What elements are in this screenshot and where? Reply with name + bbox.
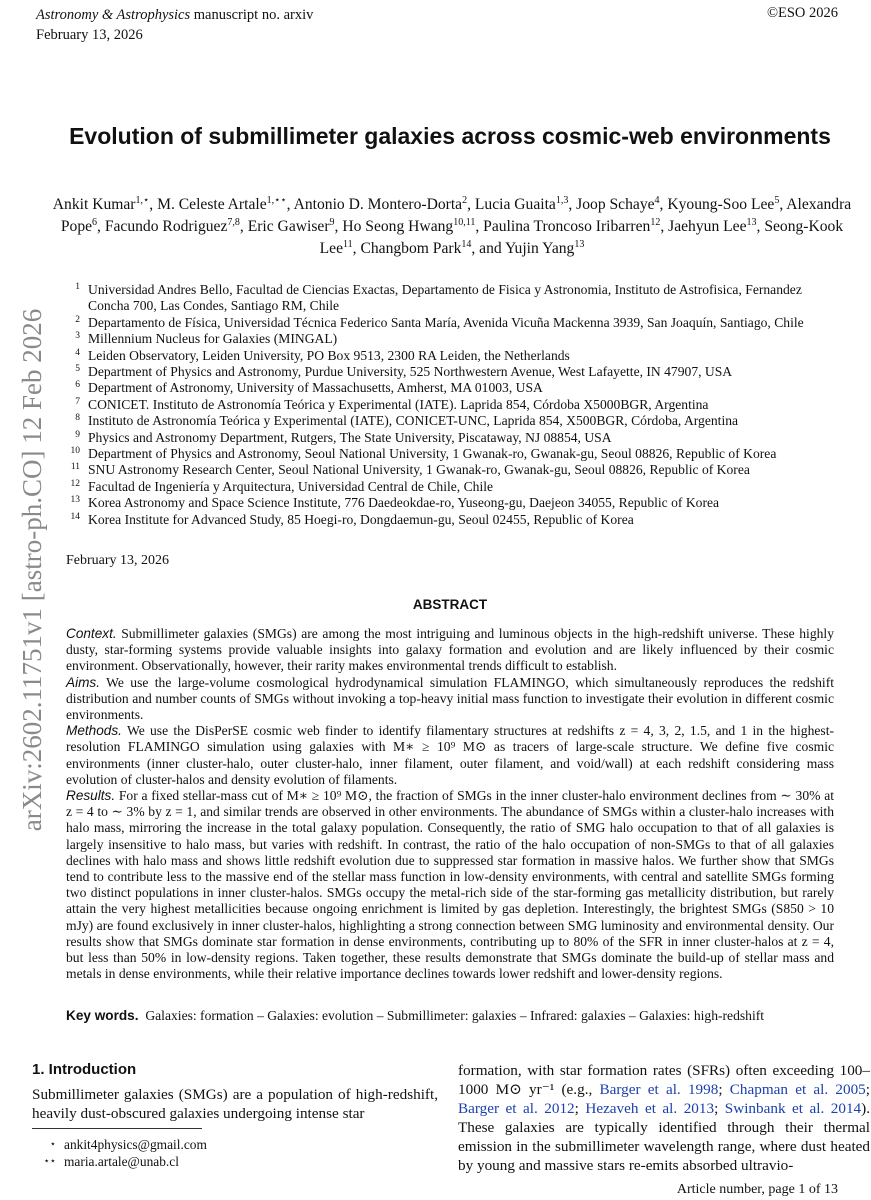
author-name: Changbom Park bbox=[360, 240, 462, 257]
footnote-mark: ⋆ bbox=[49, 1139, 56, 1150]
results-text: For a fixed stellar-mass cut of M∗ ≥ 10⁹ M⊙, the fraction of SMGs in the inner cluster-halo environment declines from ∼ 30% at z = 4 to ∼ 3% by z = 1, and similar trends are observed in other environments. The abundance of SMGs within a cluster-halo increases with halo mass, mirroring the increase in the total galaxy population. Consequently, the ratio of SMG halo occupation to that of all galaxies is largely insensitive to halo mass, but varies with redshift. In contrast, the ratio of the halo occupation of non-SMGs to that of all galaxies declines with halo mass and shows little redshift evolution due to suppressed star formation in massive halos. We further show that SMGs tend to contribute less to the massive end of the stellar mass function in low-density environments, with central and satellite SMGs forming two distinct populations in inner cluster-halos. SMGs occupy the metal-rich side of the star-forming gas metallicity distribution, but rarely attain the very highest metallicities because ongoing enrichment is limited by gas depletion. Interestingly, the brightest SMGs (S850 > 10 mJy) are found exclusively in inner cluster-halos, highlighting a strong connection between SMG luminosity and environmental density. Our results show that SMGs dominate star formation in dense environments, contributing up to 80% of the SFR in inner cluster-halos at z = 4, but less than 50% in low-density regions. Taken together, these results demonstrate that SMGs dominate the build-up of stellar mass and metals in dense environments, while their relative importance declines towards lower redshift and lower-density regions. bbox=[66, 788, 835, 982]
affiliation-item bbox=[64, 512, 844, 528]
author-name: Seong-Kook Lee bbox=[319, 218, 844, 257]
intro-column-left: Submillimeter galaxies (SMGs) are a population of high-redshift, heavily dust-obscured galaxies undergoing intense star bbox=[32, 1086, 438, 1122]
affiliation-item bbox=[64, 446, 844, 462]
affiliation-text: Instituto de Astronomía Teórica y Experimental (IATE), CONICET-UNC, Laprida 854, X500BGR, Córdoba, Argentina bbox=[88, 413, 739, 429]
affiliation-item bbox=[64, 413, 844, 429]
author-affiliation-mark: 1,3 bbox=[555, 194, 569, 206]
footnotes bbox=[32, 1136, 207, 1170]
abstract-heading: ABSTRACT bbox=[412, 597, 488, 612]
citation-link[interactable]: Chapman et al. 2005 bbox=[729, 1081, 866, 1098]
keywords bbox=[66, 1008, 846, 1024]
affiliation-text: Departamento de Física, Universidad Técnica Federico Santa María, Avenida Vicuña Mackenna 3939, San Joaquín, Santiago, Chile bbox=[88, 314, 804, 330]
abstract-body bbox=[66, 626, 834, 982]
affiliation-item bbox=[64, 364, 844, 380]
affiliation-text: Department of Astronomy, University of Massachusetts, Amherst, MA 01003, USA bbox=[88, 380, 543, 396]
methods-text: We use the DisPerSE cosmic web finder to identify filamentary structures at redshifts z = 4, 3, 2, 1.5, and 1 in the highest-resolution FLAMINGO simulation using galaxies with M∗ ≥ 10⁹ M⊙ as tracers of large-scale structure. We define five cosmic environments (inner cluster-halo, outer cluster-halo, inner filament, outer filament, and void/wall) at each redshift considering mass evolution of cluster-halos and density evolution of filaments. bbox=[66, 723, 835, 787]
author-name: Lucia Guaita bbox=[474, 196, 556, 213]
author-affiliation-mark: 2 bbox=[462, 194, 468, 206]
citation-link[interactable]: Hezaveh et al. 2013 bbox=[585, 1100, 715, 1117]
author-affiliation-mark: 13 bbox=[574, 238, 585, 250]
author-name: Ho Seong Hwang bbox=[342, 218, 454, 235]
abstract-methods bbox=[66, 723, 834, 788]
affiliation-text: Universidad Andres Bello, Facultad de Ciencias Exactas, Departamento de Fisica y Astronomia, Instituto de Astrofisica, Fernandez Concha 700, Las Condes, Santiago RM, Chile bbox=[88, 282, 802, 314]
affiliation-text: Physics and Astronomy Department, Rutgers, The State University, Piscataway, NJ 08854, USA bbox=[88, 429, 612, 445]
footnote-mark: ⋆⋆ bbox=[43, 1156, 56, 1167]
affiliation-number: 11 bbox=[70, 462, 80, 473]
author-affiliation-mark: 13 bbox=[746, 216, 757, 228]
affiliation-number: 7 bbox=[75, 396, 80, 407]
affiliation-number: 9 bbox=[75, 429, 80, 440]
intro-column-right bbox=[458, 1061, 870, 1175]
manuscript-label: manuscript no. arxiv bbox=[193, 7, 314, 23]
author-list: Ankit Kumar$^{1,⋆}$, M. Celeste Artale$^{1,⋆⋆}$, Antonio D. Montero-Dorta$^2$, Lucia Guaita$^{1,3}$, Joop Schaye$^4$, Kyoung-Soo Lee$^5$, Alexandra Pope$^6$, Facundo Rodriguez$^{7,8}$, Eric Gawiser$^9$, Ho Seong Hwang$^{10,11}$, Paulina Troncoso Iribarren$^{12}$, Jaehyun Lee$^{13}$, Seong-Kook Lee$^{11}$, Changbom Park$^{14}$, and Yujin Yang$^{13}$ bbox=[52, 194, 852, 257]
aims-label: Aims. bbox=[66, 674, 100, 690]
citation-separator: ; bbox=[574, 1100, 586, 1117]
affiliation-item bbox=[64, 397, 844, 413]
affiliation-text: Facultad de Ingeniería y Arquitectura, Universidad Central de Chile, Chile bbox=[88, 478, 494, 494]
affiliation-item bbox=[64, 495, 844, 511]
author-name: Kyoung-Soo Lee bbox=[667, 196, 775, 213]
intro-text-b: ). These galaxies are typically identified through their thermal emission in the submillimeter wavelength range, where dust heated by young and massive stars re-emits absorbed ultravio- bbox=[458, 1100, 870, 1174]
affiliation-number: 12 bbox=[70, 478, 80, 489]
footnote-item bbox=[32, 1153, 207, 1170]
abstract-results bbox=[66, 788, 834, 982]
header-date: February 13, 2026 bbox=[36, 27, 143, 43]
running-header bbox=[36, 5, 313, 45]
author-name: Joop Schaye bbox=[576, 196, 655, 213]
paper-title: Evolution of submillimeter galaxies across cosmic-web environments bbox=[69, 123, 831, 149]
affiliation-number: 3 bbox=[75, 331, 80, 342]
context-label: Context. bbox=[66, 626, 117, 641]
results-label: Results. bbox=[66, 788, 116, 804]
citation-link[interactable]: Swinbank et al. 2014 bbox=[724, 1100, 862, 1117]
footnote-email[interactable]: maria.artale@unab.cl bbox=[64, 1154, 179, 1169]
affiliation-text: SNU Astronomy Research Center, Seoul National University, 1 Gwanak-ro, Gwanak-gu, Seoul 08826, Republic of Korea bbox=[88, 462, 750, 478]
author-name: M. Celeste Artale bbox=[157, 196, 267, 213]
citation-separator: ; bbox=[714, 1100, 725, 1117]
affiliation-item bbox=[64, 315, 844, 331]
affiliation-number: 5 bbox=[75, 364, 80, 375]
author-name: Antonio D. Montero-Dorta bbox=[293, 196, 463, 213]
author-name: Jaehyun Lee bbox=[668, 218, 747, 235]
page-footer: Article number, page 1 of 13 bbox=[676, 1182, 838, 1197]
author-name: Eric Gawiser bbox=[247, 218, 330, 235]
author-affiliation-mark: 12 bbox=[650, 216, 661, 228]
affiliation-number: 8 bbox=[75, 413, 80, 424]
methods-label: Methods. bbox=[66, 723, 122, 739]
affiliation-number: 4 bbox=[75, 347, 80, 358]
affiliation-item bbox=[64, 331, 844, 347]
author-affiliation-mark: 5 bbox=[774, 194, 780, 206]
keywords-text: Galaxies: formation – Galaxies: evolution – Submillimeter: galaxies – Infrared: galaxies – Galaxies: high-redshift bbox=[145, 1008, 765, 1023]
affiliation-item bbox=[64, 348, 844, 364]
author-affiliation-mark: 9 bbox=[329, 216, 335, 228]
citation-link[interactable]: Barger et al. 1998 bbox=[599, 1081, 719, 1098]
author-name: Facundo Rodriguez bbox=[104, 218, 228, 235]
affiliation-text: Department of Physics and Astronomy, Seoul National University, 1 Gwanak-ro, Gwanak-gu, Seoul 08826, Republic of Korea bbox=[88, 446, 777, 462]
affiliation-list bbox=[64, 282, 844, 528]
affiliation-item bbox=[64, 479, 844, 495]
affiliation-text: Korea Astronomy and Space Science Institute, 776 Daedeokdae-ro, Yuseong-gu, Daejeon 34055, Republic of Korea bbox=[88, 495, 720, 511]
abstract-context bbox=[66, 626, 834, 675]
citation-separator: ; bbox=[718, 1081, 730, 1098]
aims-text: We use the large-volume cosmological hydrodynamical simulation FLAMINGO, which simultaneously reproduces the redshift distribution and number counts of SMGs without invoking a top-heavy initial mass function to investigate their evolution in different cosmic environments. bbox=[66, 674, 834, 723]
affiliation-number: 13 bbox=[70, 495, 80, 506]
author-affiliation-mark: 10,11 bbox=[453, 216, 476, 228]
affiliation-item bbox=[64, 380, 844, 396]
received-date: February 13, 2026 bbox=[66, 553, 170, 568]
author-name: Yujin Yang bbox=[505, 240, 575, 257]
affiliation-number: 6 bbox=[75, 380, 80, 391]
affiliation-item bbox=[64, 430, 844, 446]
affiliation-number: 10 bbox=[70, 446, 80, 457]
keywords-label: Key words. bbox=[66, 1008, 139, 1023]
journal-name: Astronomy & Astrophysics bbox=[36, 7, 191, 23]
affiliation-text: Korea Institute for Advanced Study, 85 Hoegi-ro, Dongdaemun-gu, Seoul 02455, Republic of Korea bbox=[88, 511, 634, 527]
footnote-email[interactable]: ankit4physics@gmail.com bbox=[64, 1137, 207, 1152]
affiliation-text: Department of Physics and Astronomy, Purdue University, 525 Northwestern Avenue, West Lafayette, IN 47907, USA bbox=[88, 364, 733, 380]
author-affiliation-mark: 1,⋆ bbox=[135, 194, 150, 206]
affiliation-number: 2 bbox=[75, 314, 80, 325]
author-name: Alexandra Pope bbox=[60, 196, 852, 235]
affiliation-item bbox=[64, 462, 844, 478]
affiliation-number: 1 bbox=[75, 282, 80, 292]
citation-separator: ; bbox=[865, 1081, 870, 1098]
copyright: ©ESO 2026 bbox=[766, 5, 838, 21]
affiliation-text: CONICET. Instituto de Astronomía Teórica y Experimental (IATE). Laprida 854, Córdoba X5000BGR, Argentina bbox=[88, 396, 709, 412]
footnote-item bbox=[32, 1136, 207, 1153]
abstract-aims bbox=[66, 675, 834, 724]
author-affiliation-mark: 4 bbox=[654, 194, 660, 206]
author-name: Paulina Troncoso Iribarren bbox=[483, 218, 651, 235]
affiliation-text: Millennium Nucleus for Galaxies (MINGAL) bbox=[88, 331, 338, 347]
affiliation-number: 14 bbox=[70, 511, 80, 522]
author-affiliation-mark: 7,8 bbox=[227, 216, 240, 228]
section-heading-introduction: 1. Introduction bbox=[32, 1061, 137, 1078]
author-affiliation-mark: 14 bbox=[461, 238, 472, 250]
affiliation-text: Leiden Observatory, Leiden University, PO Box 9513, 2300 RA Leiden, the Netherlands bbox=[88, 347, 570, 363]
context-text: Submillimeter galaxies (SMGs) are among the most intriguing and luminous objects in the high-redshift universe. These highly dusty, star-forming systems provide valuable insights into galaxy formation and evolution and are likely influenced by their cosmic environment. Observationally, however, their rarity makes environmental trends difficult to establish. bbox=[66, 626, 835, 674]
citation-link[interactable]: Barger et al. 2012 bbox=[458, 1100, 575, 1117]
author-affiliation-mark: 6 bbox=[92, 216, 98, 228]
author-affiliation-mark: 11 bbox=[343, 238, 353, 250]
footnote-rule bbox=[32, 1128, 202, 1129]
author-affiliation-mark: 1,⋆⋆ bbox=[266, 194, 287, 206]
arxiv-sidebar-stamp[interactable]: arXiv:2602.11751v1 [astro-ph.CO] 12 Feb 2026 bbox=[17, 308, 47, 832]
author-name: Ankit Kumar bbox=[52, 196, 136, 213]
intro-text-a: formation, with star formation rates (SFRs) often exceeding 100–1000 M⊙ yr⁻¹ (e.g., bbox=[458, 1062, 870, 1098]
affiliation-item bbox=[64, 282, 844, 315]
